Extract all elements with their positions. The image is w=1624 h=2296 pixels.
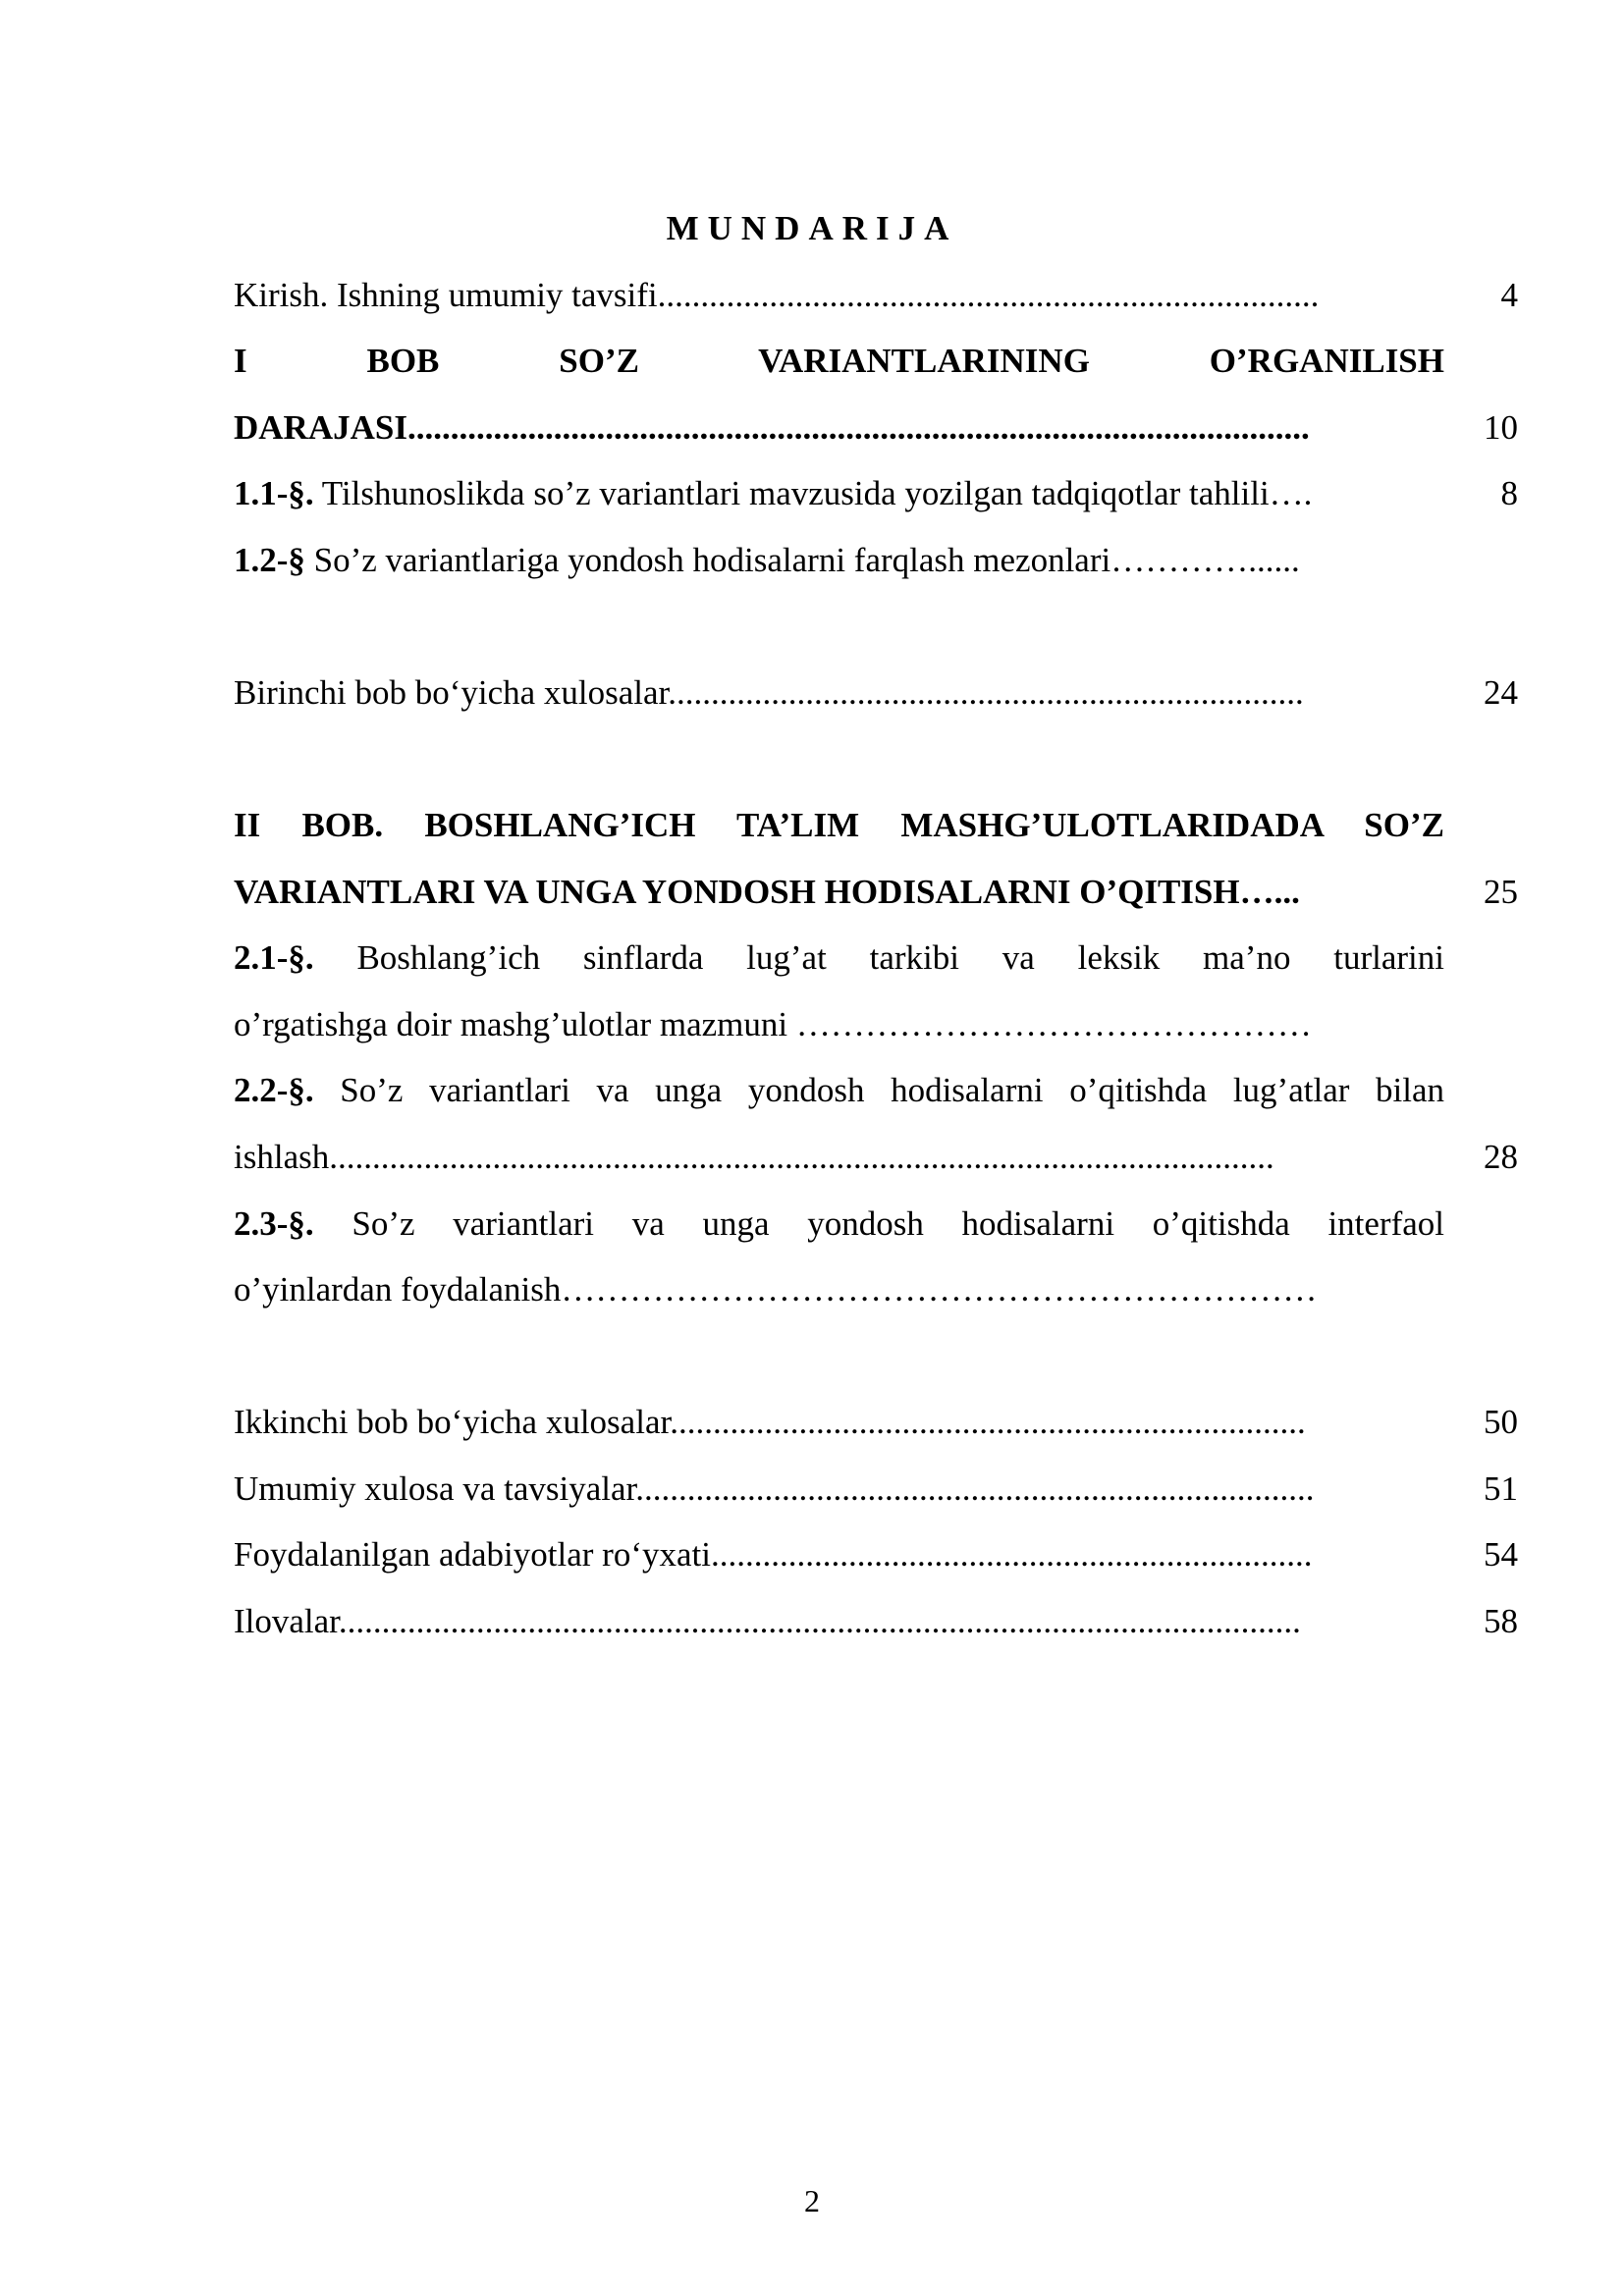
toc-entry-text: Birinchi bob bo‘yicha xulosalar.......................................................................... <box>234 673 1304 712</box>
toc-page-number: 4 <box>1500 276 1518 314</box>
toc-section-2-3-cont: o’yinlardan foydalanish………………………………………………………… <box>234 1270 1318 1308</box>
toc-entry-text: Tilshunoslikda so’z variantlari mavzusida yozilgan tadqiqotlar tahlili…. <box>313 474 1313 512</box>
toc-chapter-2-heading: II BOB. BOSHLANG’ICH TA’LIM MASHG’ULOTLARIDADA SO’Z <box>234 806 1444 844</box>
toc-entry-text: Ikkinchi bob bo‘yicha xulosalar.......................................................................... <box>234 1403 1306 1441</box>
toc-entry-text: So’z variantlari va unga yondosh hodisalarni o’qitishda lug’atlar bilan <box>313 1071 1444 1109</box>
toc-section-1-1 <box>234 466 1444 521</box>
toc-entry-bibliography <box>234 1527 1444 1582</box>
toc-page-number: 51 <box>1484 1469 1518 1508</box>
toc-section-2-2-cont: ishlash.............................................................................................................. <box>234 1138 1274 1176</box>
toc-page-number: 58 <box>1484 1602 1518 1640</box>
toc-entry-kirish <box>234 268 1444 323</box>
section-number: 2.1-§. <box>234 938 314 977</box>
toc-entry-general-conclusions <box>234 1462 1444 1517</box>
toc-entry-text: Umumiy xulosa va tavsiyalar............................................................................... <box>234 1469 1315 1508</box>
toc-page-number: 28 <box>1484 1138 1518 1176</box>
section-number: 1.1-§. <box>234 474 314 512</box>
toc-section-2-2 <box>234 1063 1444 1118</box>
toc-page-number: 25 <box>1484 873 1518 911</box>
toc-page-number: 10 <box>1484 408 1518 447</box>
page-number-footer: 2 <box>804 2183 820 2218</box>
toc-entry-text: So’z variantlari va unga yondosh hodisalarni o’qitishda interfaol <box>313 1204 1444 1243</box>
section-number: 2.2-§. <box>234 1071 314 1109</box>
section-number: 1.2-§ <box>234 541 305 579</box>
toc-page-number: 24 <box>1484 673 1518 712</box>
toc-entry-text: Foydalanilgan adabiyotlar ro‘yxati...................................................................... <box>234 1535 1313 1574</box>
toc-chapter-2-heading-cont: VARIANTLARI VA UNGA YONDOSH HODISALARNI O’QITISH…... <box>234 873 1300 911</box>
toc-page-number: 50 <box>1484 1403 1518 1441</box>
toc-entry-text: So’z variantlariga yondosh hodisalarni farqlash mezonlari…………...... <box>304 541 1300 579</box>
toc-page-number: 54 <box>1484 1535 1518 1574</box>
toc-entry-chapter-1-conclusions <box>234 666 1444 721</box>
toc-entry-text: Ilovalar................................................................................................................ <box>234 1602 1301 1640</box>
toc-section-2-1-cont: o’rgatishga doir mashg’ulotlar mazmuni ……………………………………… <box>234 1005 1312 1043</box>
toc-entry-text: Boshlang’ich sinflarda lug’at tarkibi va leksik ma’no turlarini <box>313 938 1444 977</box>
toc-section-2-1 <box>234 931 1444 986</box>
toc-chapter-1-heading-cont: DARAJASI......................................................................................................... <box>234 408 1310 447</box>
toc-chapter-1-heading: I BOB SO’Z VARIANTLARINING O’RGANILISH <box>234 342 1444 380</box>
toc-entry-text: Kirish. Ishning umumiy tavsifi............................................................................. <box>234 276 1320 314</box>
toc-section-2-3 <box>234 1197 1444 1252</box>
toc-title: MUNDARIJA <box>666 209 958 247</box>
toc-entry-chapter-2-conclusions <box>234 1395 1444 1450</box>
section-number: 2.3-§. <box>234 1204 314 1243</box>
toc-section-1-2 <box>234 533 1444 588</box>
toc-page-number: 8 <box>1500 474 1518 512</box>
toc-entry-appendices <box>234 1594 1444 1649</box>
